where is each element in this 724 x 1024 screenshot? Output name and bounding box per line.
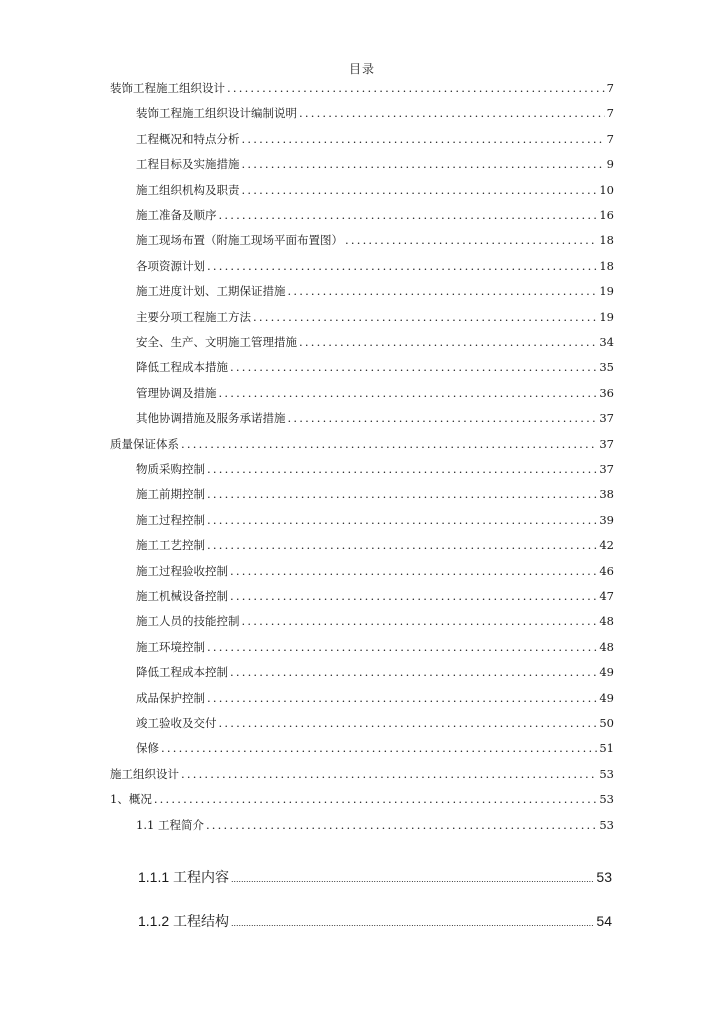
toc-page-number: 37 (599, 436, 614, 451)
toc-leader-dots (242, 182, 598, 198)
toc-entry[interactable] (136, 131, 614, 147)
toc-leader-dots (230, 664, 597, 680)
toc-page-number: 53 (596, 868, 612, 885)
toc-entry-label: 施工工艺控制 (136, 538, 205, 553)
toc-leader-dots (230, 588, 597, 604)
toc-entry[interactable] (136, 334, 614, 350)
toc-entry-label: 施工现场布置（附施工现场平面布置图） (136, 233, 343, 248)
toc-leader-dots (219, 715, 598, 731)
toc-entry-label: 装饰工程施工组织设计 (110, 81, 225, 95)
toc-entry-label: 施工组织设计 (110, 766, 179, 781)
toc-entry-label: 1、概况 (110, 792, 152, 807)
toc-entry-label: 成品保护控制 (136, 690, 205, 705)
toc-page-number: 46 (599, 563, 614, 578)
toc-page-number: 16 (599, 208, 614, 222)
toc-leader-dots (207, 512, 597, 528)
toc-entry-label: 施工前期控制 (136, 487, 205, 502)
toc-leader-dots (288, 410, 598, 426)
toc-leader-dots (207, 461, 597, 477)
toc-entry[interactable] (136, 512, 614, 528)
toc-page-number: 48 (599, 614, 614, 629)
toc-entry[interactable] (136, 613, 614, 629)
toc-entry[interactable] (136, 410, 614, 426)
toc-entry-label: 其他协调措施及服务承诺措施 (136, 411, 286, 426)
toc-entry[interactable] (136, 740, 614, 756)
toc-entry-label: 物质采购控制 (136, 462, 205, 476)
toc-leader-dots (227, 80, 605, 96)
toc-entry-label: 施工机械设备控制 (136, 589, 228, 603)
toc-page-number: 18 (599, 233, 614, 248)
toc-page-number: 36 (599, 385, 614, 400)
toc-page-number: 53 (599, 792, 614, 807)
toc-entry[interactable] (136, 258, 614, 274)
toc-entry-label: 施工环境控制 (136, 639, 205, 654)
toc-entry[interactable] (136, 588, 614, 604)
toc-entry[interactable] (136, 715, 614, 731)
toc-entry[interactable] (136, 156, 614, 172)
toc-entry[interactable] (136, 359, 614, 375)
toc-entry-label: 保修 (136, 741, 159, 756)
toc-page-number: 37 (599, 411, 614, 426)
toc-entry[interactable] (136, 232, 614, 248)
toc-page-number: 9 (606, 157, 614, 172)
toc-leader-dots (207, 486, 597, 502)
toc-entry[interactable] (136, 664, 614, 680)
toc-leader-dots (299, 105, 605, 121)
toc-page-number: 18 (599, 258, 614, 273)
toc-leader-dots (219, 385, 598, 401)
toc-entry-label: 主要分项工程施工方法 (136, 309, 251, 324)
toc-entry[interactable] (110, 766, 614, 782)
toc-leader-dots (207, 639, 597, 655)
toc-leader-dots (206, 817, 597, 833)
toc-leader-dots (207, 537, 597, 553)
toc-leader-dots (231, 913, 594, 931)
toc-page-number: 39 (599, 512, 614, 527)
toc-entry[interactable] (136, 105, 614, 121)
toc-page-number: 10 (599, 182, 614, 197)
toc-entry-label: 安全、生产、文明施工管理措施 (136, 335, 297, 349)
toc-entry[interactable] (136, 639, 614, 655)
toc-entry-label: 施工组织机构及职责 (136, 182, 240, 197)
toc-entry[interactable] (136, 563, 614, 579)
toc-page-number: 50 (599, 716, 614, 730)
toc-entry-label: 管理协调及措施 (136, 385, 217, 400)
toc-page-number: 48 (599, 639, 614, 654)
toc-entry-label: 施工人员的技能控制 (136, 614, 240, 629)
toc-leader-dots (345, 232, 597, 248)
toc-entry[interactable] (136, 537, 614, 553)
toc-entry-label: 施工过程控制 (136, 512, 205, 527)
toc-entry[interactable] (136, 182, 614, 198)
toc-page-number: 53 (599, 817, 614, 832)
toc-entry[interactable] (136, 385, 614, 401)
toc-leader-dots (154, 791, 598, 807)
toc-page-number: 49 (599, 690, 614, 705)
toc-leader-dots (288, 283, 598, 299)
toc-leader-dots (207, 690, 597, 706)
toc-entry[interactable] (136, 817, 614, 833)
toc-entry-label: 施工过程验收控制 (136, 563, 228, 578)
toc-page-number: 49 (599, 665, 614, 680)
toc-entry-label: 质量保证体系 (110, 436, 179, 451)
toc-entry[interactable] (136, 461, 614, 477)
toc-entry-label: 1.1.1 工程内容 (138, 868, 230, 885)
toc-entry-label: 1.1 工程简介 (136, 817, 204, 832)
toc-leader-dots (253, 309, 597, 325)
toc-entry-label: 竣工验收及交付 (136, 716, 217, 730)
toc-leader-dots (242, 156, 605, 172)
toc-page-number: 34 (599, 335, 614, 349)
toc-leader-dots (242, 131, 605, 147)
toc-entry-label: 装饰工程施工组织设计编制说明 (136, 106, 297, 121)
toc-leader-dots (207, 258, 597, 274)
toc-page-number: 54 (596, 912, 612, 929)
toc-leader-dots (231, 869, 594, 887)
toc-page-number: 19 (599, 284, 614, 299)
toc-page-number: 37 (599, 462, 614, 476)
toc-leader-dots (299, 334, 597, 350)
toc-entry[interactable] (136, 207, 614, 223)
toc-entry-label: 施工准备及顺序 (136, 208, 217, 222)
toc-entry[interactable] (110, 791, 614, 807)
toc-page-number: 19 (599, 309, 614, 324)
toc-entry[interactable] (136, 309, 614, 325)
toc-entry-label: 降低工程成本措施 (136, 360, 228, 375)
toc-entry[interactable] (110, 436, 614, 452)
toc-entry-label: 施工进度计划、工期保证措施 (136, 284, 286, 299)
toc-page-number: 7 (606, 131, 614, 146)
toc-page-number: 42 (599, 538, 614, 553)
toc-entry-label: 工程目标及实施措施 (136, 157, 240, 172)
toc-leader-dots (219, 207, 598, 223)
toc-page-number: 53 (599, 766, 614, 781)
toc-entry-label: 工程概况和特点分析 (136, 131, 240, 146)
toc-page-number: 35 (599, 360, 614, 375)
toc-entry[interactable] (136, 690, 614, 706)
toc-leader-dots (242, 613, 598, 629)
toc-title: 目录 (348, 62, 375, 76)
toc-entry-label: 各项资源计划 (136, 258, 205, 273)
toc-page-number: 47 (599, 589, 614, 603)
toc-leader-dots (181, 766, 597, 782)
toc-entry[interactable] (136, 486, 614, 502)
toc-entry[interactable] (110, 80, 614, 96)
toc-page-number: 7 (606, 81, 614, 95)
toc-page-number: 38 (599, 487, 614, 502)
toc-entry-label: 降低工程成本控制 (136, 665, 228, 680)
toc-leader-dots (161, 740, 597, 756)
toc-page-number: 7 (606, 106, 614, 121)
toc-entry[interactable] (136, 283, 614, 299)
toc-entry[interactable] (138, 911, 612, 931)
toc-leader-dots (230, 359, 597, 375)
toc-entry-label: 1.1.2 工程结构 (138, 912, 230, 929)
toc-page-number: 51 (599, 741, 614, 756)
toc-entry[interactable] (138, 867, 612, 887)
toc-leader-dots (181, 436, 597, 452)
toc-leader-dots (230, 563, 597, 579)
